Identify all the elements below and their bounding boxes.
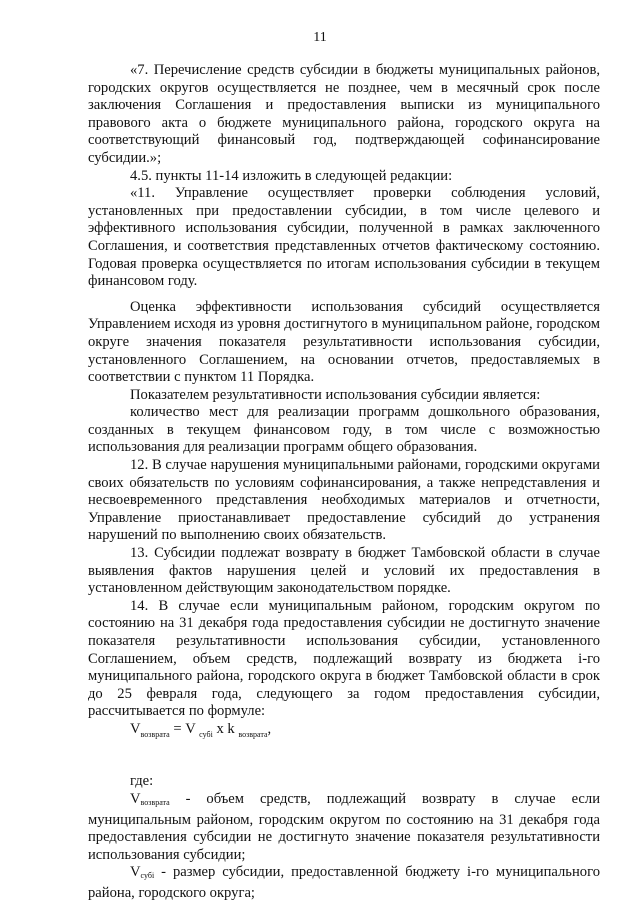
refund-formula: $V_{возврата} = V$ $_{субi}$ x k $_{возврата}$,: [130, 720, 272, 739]
definition-v-refund: $V_{возврата}$ - объем средств, подлежащий возврату в случае если муниципальным районом, городским округом по состоянию на 31 декабря года предоставления субсидии не достигнуто значение показателя результативности использования субсидии;: [88, 791, 600, 863]
paragraph-item-7: «7. Перечисление средств субсидии в бюджеты муниципальных районов, городских округов осуществляется не позднее, чем в месячный срок после заключения Соглашения и предоставления выписки из муниципального правового акта о бюджете муниципального района, городского округа на соответствующий финансовый год, подтверждающей софинансирование субсидии.»;: [88, 62, 600, 166]
page-number: 11: [313, 30, 327, 45]
document-body: [88, 62, 600, 903]
definition-v-subsidy: $V_{субi}$ - размер субсидии, предоставленной бюджету i-го муниципального района, городского округа;: [88, 864, 600, 902]
paragraph-item-11: «11. Управление осуществляет проверки соблюдения условий, установленных при предоставлении субсидии, в том числе целевого и эффективного использования субсидии, полученной в рамках заключенного Соглашения, и соответствия представленных отчетов фактическому состоянию. Годовая проверка осуществляется по итогам использования субсидии в текущем финансовом году.: [88, 185, 600, 290]
paragraph-indicator: Показателем результативности использования субсидии является:: [130, 386, 541, 403]
paragraph-item-13: 13. Субсидии подлежат возврату в бюджет Тамбовской области в случае выявления фактов нарушения целей и условий их предоставления в установленном действующим законодательством порядке.: [88, 545, 600, 597]
paragraph-efficiency-assessment: Оценка эффективности использования субсидий осуществляется Управлением исходя из уровня достигнутого в муниципальном районе, городском округе значения показателя результативности использования субсидии, установленного Соглашением, на основании отчетов, предоставляемых в соответствии с пунктом 11 Порядка.: [88, 298, 600, 386]
paragraph-item-14: 14. В случае если муниципальным районом, городским округом по состоянию на 31 декабря года предоставления субсидии не достигнуто значение показателя результативности использования субсидии, установленного Соглашением, объем средств, подлежащий возврату из бюджета i-го муниципального района, городского округа в бюджет Тамбовской области в срок до 25 февраля года, следующего за годом предоставления субсидии, рассчитывается по формуле:: [88, 597, 600, 720]
paragraph-places-count: количество мест для реализации программ дошкольного образования, созданных в текущем финансовом году, в том числе с возможностью использования для реализации программ общего образования.: [88, 404, 600, 456]
paragraph-4-5: 4.5. пункты 11-14 изложить в следующей редакции:: [130, 167, 453, 184]
paragraph-item-12: 12. В случае нарушения муниципальными районами, городскими округами своих обязательств по условиям софинансирования, а также непредставления и несвоевременного представления необходимых материалов и отчетности, Управление приостанавливает предоставление субсидий до устранения нарушений по выполнению своих обязательств.: [88, 457, 600, 544]
where-label: где:: [130, 773, 154, 790]
